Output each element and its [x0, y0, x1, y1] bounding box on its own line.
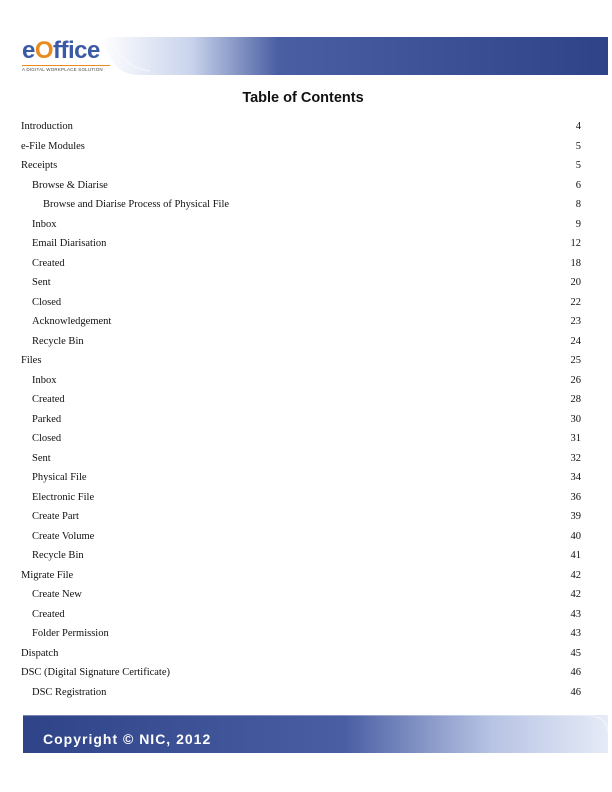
toc-entry-label[interactable]: Introduction	[21, 121, 73, 132]
toc-entry[interactable]	[0, 372, 612, 390]
toc-entry[interactable]	[0, 196, 612, 214]
toc-entry-page-number: 41	[570, 550, 581, 561]
toc-entry-page-number: 22	[570, 296, 581, 308]
toc-entry-page-number: 12	[570, 238, 581, 249]
toc-entry[interactable]	[0, 138, 612, 156]
toc-entry-label[interactable]: Inbox	[32, 374, 57, 386]
toc-entry[interactable]	[0, 157, 612, 175]
toc-entry-page-number: 43	[570, 628, 581, 639]
toc-entry-label[interactable]: Sent	[32, 452, 51, 464]
toc-entry-page-number: 9	[575, 218, 581, 230]
toc-entry-page-number: 6	[575, 179, 581, 191]
toc-entry[interactable]	[0, 586, 612, 604]
toc-entry-page-number: 8	[575, 199, 581, 210]
toc-entry[interactable]	[0, 235, 612, 253]
toc-entry[interactable]	[0, 469, 612, 487]
toc-entry-label[interactable]: Created	[32, 608, 65, 620]
toc-entry-label[interactable]: Receipts	[21, 160, 58, 171]
logo-letter-e: e	[22, 37, 35, 64]
toc-entry-page-number: 39	[570, 511, 581, 522]
toc-entry-page-number: 26	[570, 374, 581, 386]
toc-entry[interactable]	[0, 294, 612, 312]
toc-entry-label[interactable]: Inbox	[32, 218, 57, 230]
toc-entry-page-number: 28	[570, 394, 581, 405]
toc-entry-label[interactable]: DSC Registration	[32, 686, 107, 698]
toc-entry-label[interactable]: Created	[32, 257, 65, 269]
toc-entry[interactable]	[0, 391, 612, 409]
toc-entry-label[interactable]: Dispatch	[21, 647, 59, 659]
toc-entry[interactable]	[0, 489, 612, 507]
toc-entry-label[interactable]: Create New	[32, 589, 82, 600]
toc-entry[interactable]	[0, 625, 612, 643]
toc-entry-page-number: 5	[575, 140, 581, 152]
toc-entry-page-number: 5	[575, 160, 581, 171]
toc-entry-label[interactable]: Closed	[32, 296, 62, 308]
toc-entry[interactable]	[0, 313, 612, 331]
toc-entry-page-number: 46	[570, 686, 581, 698]
toc-entry[interactable]	[0, 528, 612, 546]
toc-entry-label[interactable]: Recycle Bin	[32, 550, 84, 561]
toc-entry-page-number: 31	[570, 433, 581, 444]
toc-entry[interactable]	[0, 664, 612, 682]
toc-entry-page-number: 24	[570, 335, 581, 347]
toc-entry-page-number: 30	[570, 413, 581, 425]
toc-entry-page-number: 46	[570, 667, 581, 678]
toc-entry-label[interactable]: Acknowledgement	[32, 316, 112, 327]
logo-letter-o: O	[34, 37, 54, 64]
toc-entry-page-number: 45	[570, 647, 581, 659]
toc-entry-label[interactable]: Created	[32, 394, 65, 405]
toc-entry-label[interactable]: Recycle Bin	[32, 335, 84, 347]
toc-entry-page-number: 32	[570, 452, 581, 464]
logo-word-rest: ffice	[53, 37, 100, 64]
copyright-text: Copyright © NIC, 2012	[43, 731, 212, 747]
toc-entry[interactable]	[0, 118, 612, 136]
toc-entry[interactable]	[0, 333, 612, 351]
toc-entry-label[interactable]: Browse & Diarise	[32, 179, 108, 191]
toc-entry-page-number: 43	[570, 608, 581, 620]
toc-entry-label[interactable]: Create Part	[32, 511, 79, 522]
toc-entry-label[interactable]: Electronic File	[32, 491, 95, 503]
toc-entry-page-number: 42	[570, 589, 581, 600]
toc-entry[interactable]	[0, 606, 612, 624]
toc-title: Table of Contents	[242, 90, 364, 106]
toc-entry-label[interactable]: Sent	[32, 277, 51, 288]
toc-entry[interactable]	[0, 547, 612, 565]
toc-entry-label[interactable]: Create Volume	[32, 530, 95, 542]
toc-entry[interactable]	[0, 216, 612, 234]
toc-entry-label[interactable]: Parked	[32, 413, 62, 425]
toc-entry[interactable]	[0, 645, 612, 663]
toc-entry-label[interactable]: Folder Permission	[32, 628, 109, 639]
toc-entry-label[interactable]: Browse and Diarise Process of Physical File	[43, 199, 230, 210]
toc-entry-page-number: 34	[570, 472, 581, 483]
toc-entry[interactable]	[0, 352, 612, 370]
toc-entry-label[interactable]: Physical File	[32, 472, 87, 483]
toc-entry[interactable]	[0, 255, 612, 273]
toc-entry[interactable]	[0, 567, 612, 585]
toc-entry-label[interactable]: Files	[21, 355, 42, 366]
toc-entry-label[interactable]: e-File Modules	[21, 140, 85, 152]
toc-entry-label[interactable]: Closed	[32, 433, 62, 444]
toc-entry-label[interactable]: DSC (Digital Signature Certificate)	[21, 667, 171, 678]
toc-entry-page-number: 18	[570, 257, 581, 269]
toc-entry-label[interactable]: Migrate File	[21, 569, 74, 581]
toc-entry-page-number: 42	[570, 569, 581, 581]
toc-entry[interactable]	[0, 508, 612, 526]
toc-entry-page-number: 23	[570, 316, 581, 327]
toc-entry-page-number: 20	[570, 277, 581, 288]
toc-entry[interactable]	[0, 450, 612, 468]
toc-entry[interactable]	[0, 274, 612, 292]
toc-entry[interactable]	[0, 411, 612, 429]
logo-tagline: A DIGITAL WORKPLACE SOLUTION	[22, 65, 110, 75]
toc-entry-page-number: 25	[570, 355, 581, 366]
toc-entry-label[interactable]: Email Diarisation	[32, 238, 107, 249]
toc-entry[interactable]	[0, 684, 612, 702]
eoffice-logo	[18, 38, 114, 76]
toc-entry[interactable]	[0, 430, 612, 448]
toc-entry-page-number: 4	[575, 121, 581, 132]
toc-entry-page-number: 36	[570, 491, 581, 503]
toc-entry-page-number: 40	[570, 530, 581, 542]
toc-entry[interactable]	[0, 177, 612, 195]
